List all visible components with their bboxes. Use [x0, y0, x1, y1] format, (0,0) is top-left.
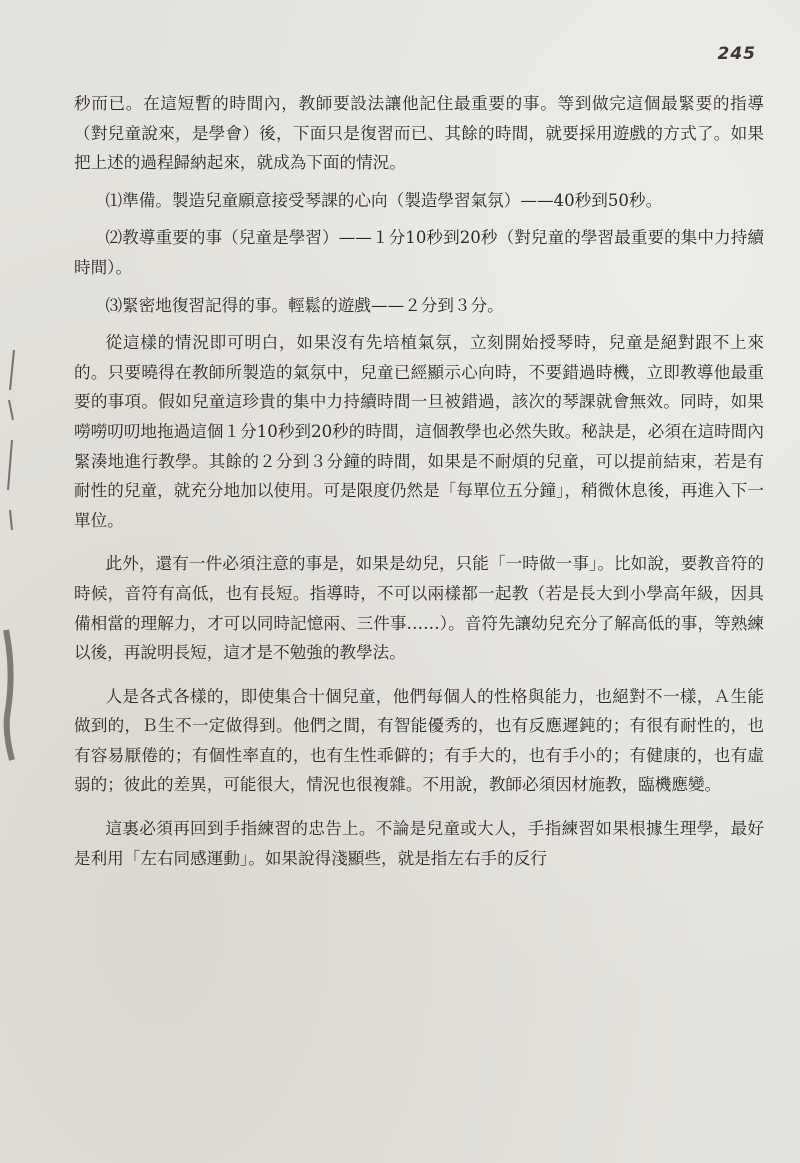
list-item: ⑴準備。製造兒童願意接受琴課的心向（製造學習氣氛）——40秒到50秒。 [105, 190, 663, 210]
paragraph: 這裏必須再回到手指練習的忠告上。不論是兒童或大人，手指練習如果根據生理學，最好是利用「左右同感運動」。如果說得淺顯些，就是指左右手的反行 [74, 819, 764, 868]
paragraph: 人是各式各樣的，即使集合十個兒童，他們每個人的性格與能力，也絕對不一樣，Ａ生能做到的，Ｂ生不一定做得到。他們之間，有智能優秀的，也有反應遲鈍的；有很有耐性的，也有容易厭倦的；有個性率直的，也有生性乖僻的；有手大的，也有手小的；有健康的，也有虛弱的；彼此的差異，可能很大，情況也很複雜。不用說，教師必須因材施教，臨機應變。 [74, 686, 764, 795]
paragraph: 秒而已。在這短暫的時間內，教師要設法讓他記住最重要的事。等到做完這個最緊要的指導（對兒童說來，是學會）後，下面只是復習而已、其餘的時間，就要採用遊戲的方式了。如果把上述的過程歸納起來，就成為下面的情況。 [74, 94, 764, 173]
page-number: 245 [717, 44, 756, 64]
binding-gutter-marks [0, 330, 40, 830]
body-text [74, 89, 764, 873]
list-item: ⑵教導重要的事（兒童是學習）——１分10秒到20秒（對兒童的學習最重要的集中力持續時間）。 [74, 228, 764, 277]
paragraph: 此外，還有一件必須注意的事是，如果是幼兒，只能「一時做一事」。比如說，要教音符的時候，音符有高低，也有長短。指導時，不可以兩樣都一起教（若是長大到小學高年級，因具備相當的理解力，才可以同時記憶兩、三件事……）。音符先讓幼兒充分了解高低的事，等熟練以後，再說明長短，這才是不勉強的教學法。 [74, 554, 764, 663]
list-item: ⑶緊密地復習記得的事。輕鬆的遊戲——２分到３分。 [105, 295, 504, 315]
paragraph: 從這樣的情況即可明白，如果沒有先培植氣氛，立刻開始授琴時，兒童是絕對跟不上來的。只要曉得在教師所製造的氣氛中，兒童已經顯示心向時，不要錯過時機，立即教導他最重要的事項。假如兒童這珍貴的集中力持續時間一旦被錯過，該次的琴課就會無效。同時，如果嘮嘮叨叨地拖過這個１分10秒到20秒的時間，這個教學也必然失敗。秘訣是，必須在這時間內緊湊地進行教學。其餘的２分到３分鐘的時間，如果是不耐煩的兒童，可以提前結束，若是有耐性的兒童，就充分地加以使用。可是限度仍然是「每單位五分鐘」，稍微休息後，再進入下一單位。 [74, 333, 764, 530]
